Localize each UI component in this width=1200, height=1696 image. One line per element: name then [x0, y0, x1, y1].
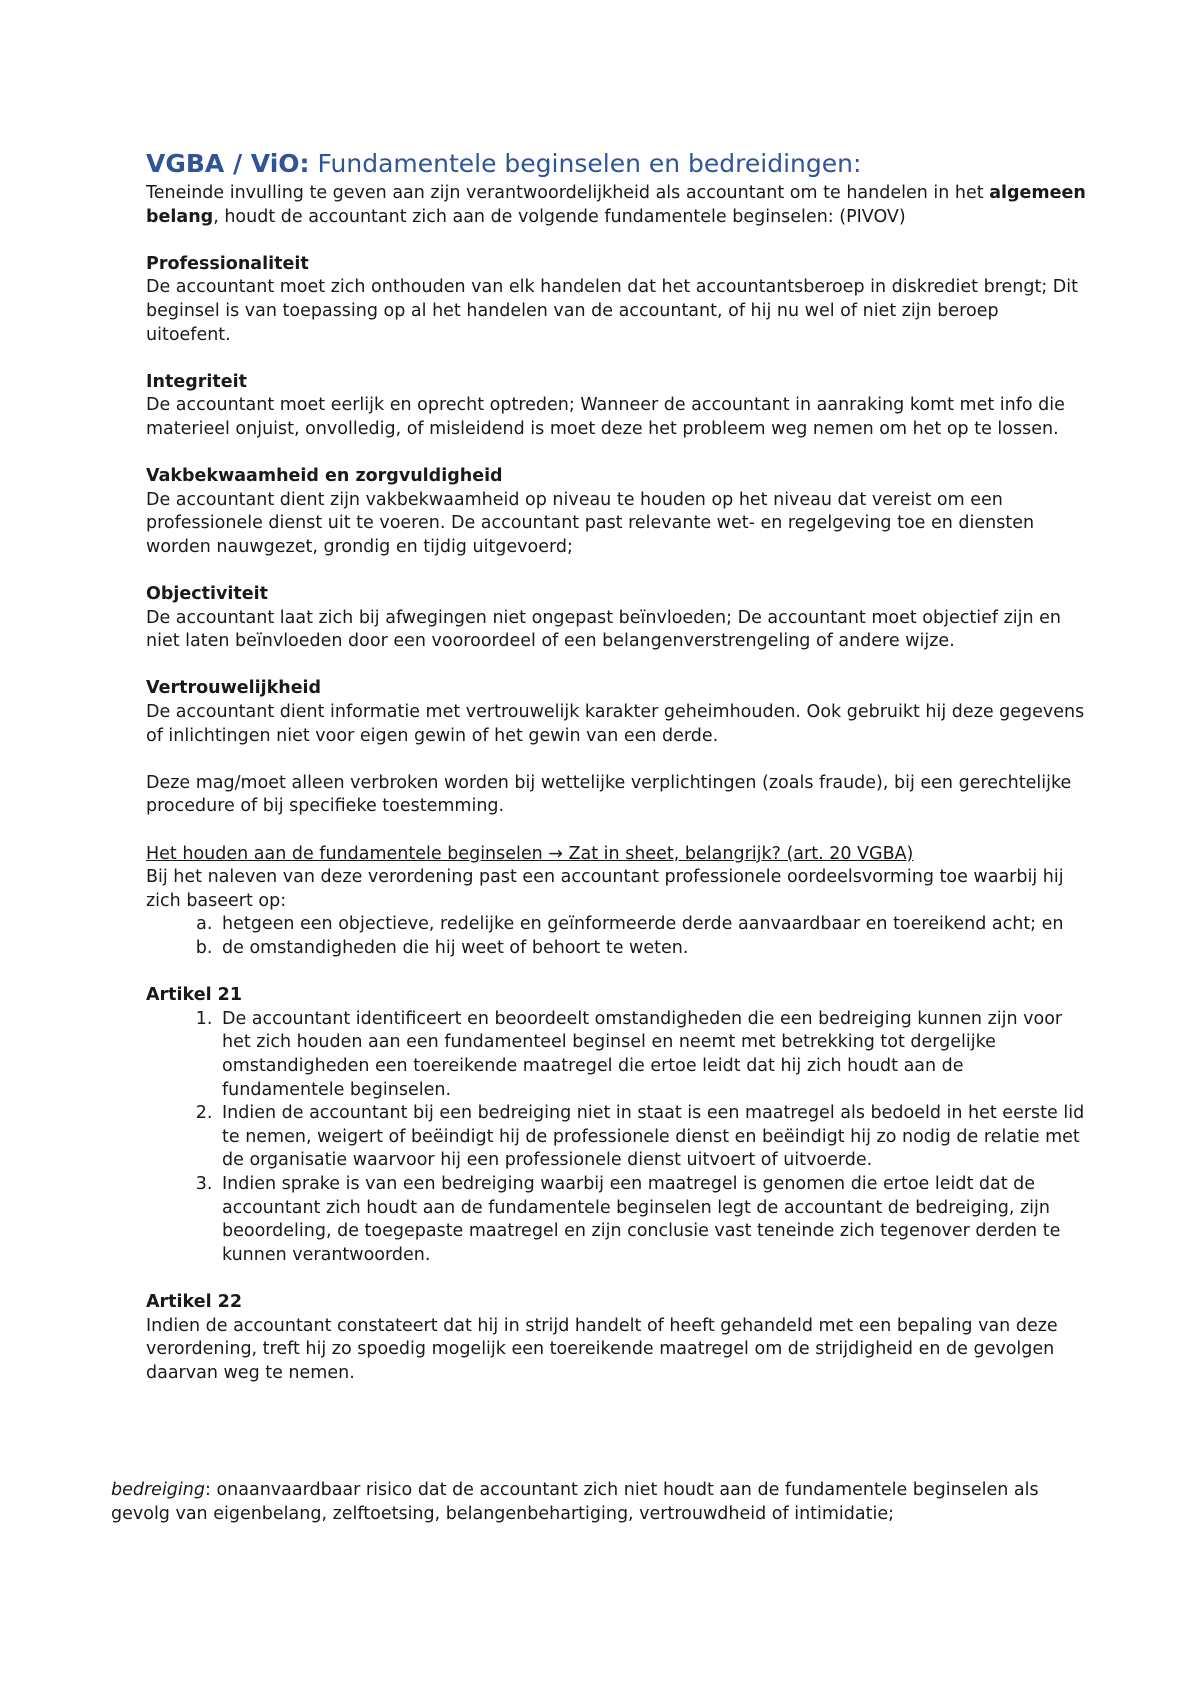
- principle-professionaliteit: [146, 253, 1086, 347]
- principle-text: De accountant laat zich bij afwegingen niet ongepast beïnvloeden; De accountant moet objectief zijn en niet laten beïnvloeden door een vooroordeel of een belangenverstrengeling of andere wijze.: [146, 607, 1062, 652]
- adherence-section: [146, 843, 1086, 961]
- definition-text: : onaanvaardbaar risico dat de accountant zich niet houdt aan de fundamentele beginselen als gevolg van eigenbelang, zelftoetsing, belangenbehartiging, vertrouwdheid of intimidatie;: [111, 1480, 1039, 1524]
- adherence-text: Bij het naleven van deze verordening past een accountant professionele oordeelsvorming toe waarbij hij zich baseert op:: [146, 867, 1064, 911]
- intro-text-1: Teneinde invulling te geven aan zijn verantwoordelijkheid als accountant om te handelen in het: [146, 183, 990, 203]
- confidentiality-note: Deze mag/moet alleen verbroken worden bij wettelijke verplichtingen (zoals fraude), bij een gerechtelijke procedure of bij specifieke toestemming.: [146, 772, 1072, 817]
- principle-integriteit: [146, 371, 1086, 442]
- article-heading: Artikel 21: [146, 985, 243, 1006]
- principle-objectiviteit: [146, 583, 1086, 654]
- adherence-list: [146, 913, 1086, 960]
- title-rest: Fundamentele beginselen en bedreidingen:: [317, 149, 862, 178]
- list-item: 2. Indien de accountant bij een bedreiging niet in staat is een maatregel als bedoeld in het eerste lid te nemen, weigert of beëindigt hij de professionele dienst en beëindigt hij zo nodig de relatie met de organisatie waarvoor hij een professionele dienst uitvoert of uitvoerde.: [218, 1102, 1086, 1173]
- article-heading: Artikel 22: [146, 1291, 243, 1312]
- title-strong: VGBA / ViO:: [146, 149, 310, 178]
- principle-text: De accountant dient informatie met vertrouwelijk karakter geheimhouden. Ook gebruikt hij deze gegevens of inlichtingen niet voor eigen gewin of het gewin van een derde.: [146, 702, 1085, 746]
- intro-paragraph: [146, 182, 1086, 229]
- principle-text: De accountant moet eerlijk en oprecht optreden; Wanneer de accountant in aanraking komt met info die materieel onjuist, onvolledig, of misleidend is moet deze het probleem weg nemen om het op te lossen.: [146, 395, 1065, 439]
- article-21-list: [146, 1008, 1086, 1268]
- intro-text-2: , houdt de accountant zich aan de volgende fundamentele beginselen: (PIVOV): [213, 206, 906, 227]
- principle-heading: Integriteit: [146, 371, 247, 392]
- principle-heading: Vertrouwelijkheid: [146, 678, 322, 699]
- article-22: [146, 1291, 1086, 1385]
- page-title: [146, 148, 1086, 180]
- article-text: Indien de accountant constateert dat hij in strijd handelt of heeft gehandeld met een bepaling van deze verordening, treft hij zo spoedig mogelijk een toereikende maatregel om de strijdigheid en de gevolgen daarvan weg te nemen.: [146, 1315, 1058, 1383]
- intro-bold: algemeen belang: [146, 183, 1086, 227]
- article-21: [146, 984, 1086, 1267]
- list-item: b. de omstandigheden die hij weet of behoort te weten.: [218, 937, 1086, 961]
- document-body: [146, 148, 1086, 1385]
- principle-text: De accountant dient zijn vakbekwaamheid op niveau te houden op het niveau dat vereist om een professionele dienst uit te voeren. De accountant past relevante wet- en regelgeving toe en diensten worden nauwgezet, grondig en tijdig uitgevoerd;: [146, 489, 1035, 557]
- adherence-heading: Het houden aan de fundamentele beginselen → Zat in sheet, belangrijk? (art. 20 VGBA): [146, 843, 914, 864]
- principle-text: De accountant moet zich onthouden van elk handelen dat het accountantsberoep in diskrediet brengt; Dit beginsel is van toepassing op al het handelen van de accountant, of hij nu wel of niet zijn beroep uitoefent.: [146, 277, 1078, 345]
- principle-heading: Professionaliteit: [146, 253, 309, 274]
- definition-term: bedreiging: [111, 1480, 205, 1500]
- principle-vertrouwelijkheid: [146, 677, 1086, 748]
- list-item: a. hetgeen een objectieve, redelijke en geïnformeerde derde aanvaardbaar en toereikend acht; en: [218, 913, 1086, 937]
- list-item: 3. Indien sprake is van een bedreiging waarbij een maatregel is genomen die ertoe leidt dat de accountant zich houdt aan de fundamentele beginselen legt de accountant de bedreiging, zijn beoordeling, de toegepaste maatregel en zijn conclusie vast teneinde zich tegenover derden te kunnen verantwoorden.: [218, 1173, 1086, 1267]
- definition-paragraph: [111, 1479, 1091, 1526]
- principle-vakbekwaamheid: [146, 465, 1086, 559]
- principle-heading: Objectiviteit: [146, 584, 269, 605]
- principle-heading: Vakbekwaamheid en zorgvuldigheid: [146, 466, 503, 487]
- list-item: 1. De accountant identificeert en beoordeelt omstandigheden die een bedreiging kunnen zijn voor het zich houden aan een fundamenteel beginsel en neemt met betrekking tot dergelijke omstandigheden een toereikende maatregel die ertoe leidt dat hij zich houdt aan de fundamentele beginselen.: [218, 1008, 1086, 1102]
